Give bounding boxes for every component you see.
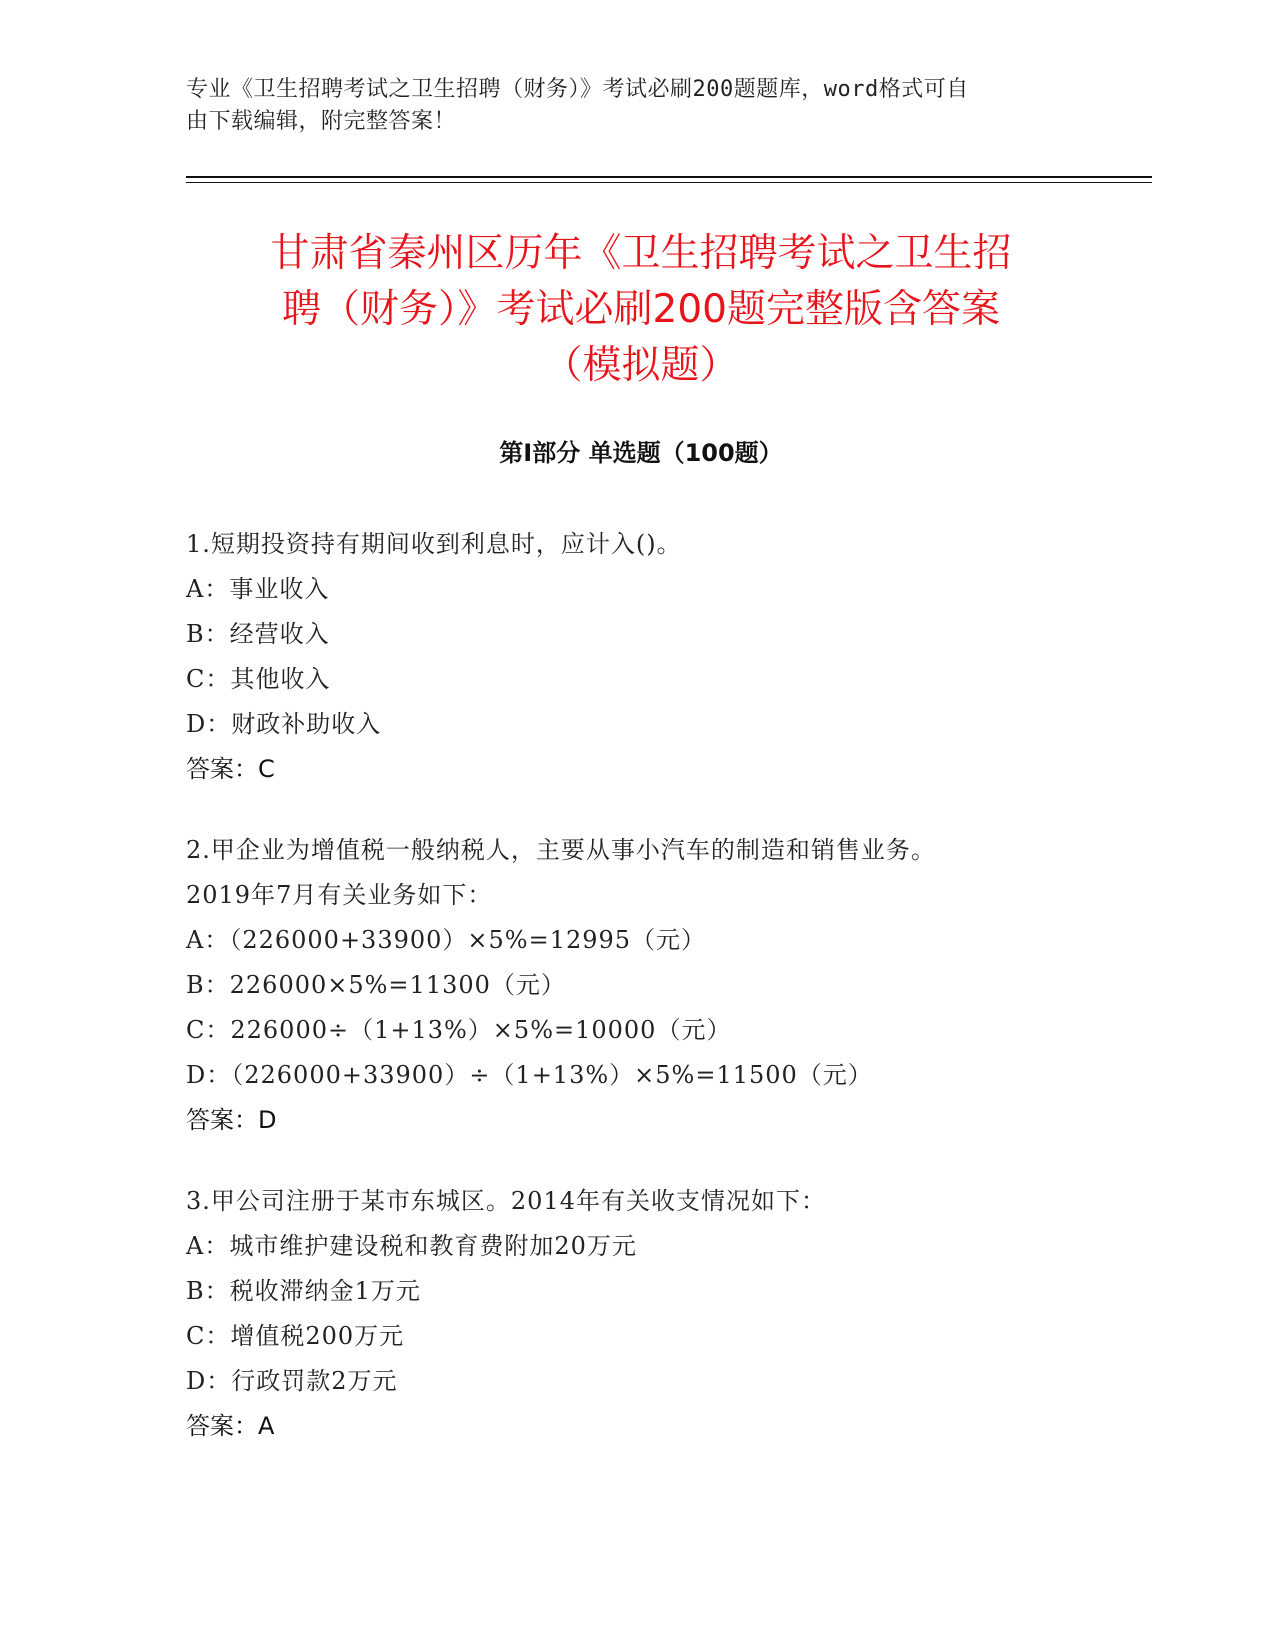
section-heading: 第Ⅰ部分 单选题（100题）	[499, 439, 783, 467]
question-stem: 3.甲公司注册于某市东城区。2014年有关收支情况如下：	[186, 1187, 826, 1215]
answer-line: 答案：A	[186, 1412, 275, 1440]
title-line: 聘（财务）》考试必刷200题完整版含答案	[282, 287, 1000, 332]
document-title	[186, 226, 1096, 394]
answer-line: 答案：D	[186, 1106, 277, 1134]
question-stem: 2.甲企业为增值税一般纳税人，主要从事小汽车的制造和销售业务。	[186, 836, 936, 864]
option-c: C：增值税200万元	[186, 1322, 405, 1350]
option-c: C：其他收入	[186, 665, 331, 693]
question-list	[186, 522, 1126, 1485]
option-a: A：城市维护建设税和教育费附加20万元	[186, 1232, 637, 1260]
option-b: B：税收滞纳金1万元	[186, 1277, 421, 1305]
question-item	[186, 828, 1126, 1143]
title-line: （模拟题）	[543, 343, 739, 388]
option-a: A：事业收入	[186, 575, 330, 603]
option-c: C：226000÷（1+13%）×5%=10000（元）	[186, 1016, 732, 1044]
option-a: A：（226000+33900）×5%=12995（元）	[186, 926, 707, 954]
option-d: D：财政补助收入	[186, 710, 382, 738]
option-d: D：（226000+33900）÷（1+13%）×5%=11500（元）	[186, 1061, 873, 1089]
question-stem-continued: 2019年7月有关业务如下：	[186, 881, 493, 909]
header-note-line: 专业《卫生招聘考试之卫生招聘（财务）》考试必刷200题题库，word格式可自	[186, 77, 969, 102]
answer-line: 答案：C	[186, 755, 275, 783]
option-d: D：行政罚款2万元	[186, 1367, 398, 1395]
option-b: B：经营收入	[186, 620, 330, 648]
title-line: 甘肃省秦州区历年《卫生招聘考试之卫生招	[270, 231, 1012, 276]
header-divider-thick	[186, 176, 1152, 178]
question-stem: 1.短期投资持有期间收到利息时，应计入()。	[186, 530, 682, 558]
question-item	[186, 522, 1126, 792]
question-item	[186, 1179, 1126, 1449]
header-note-line: 由下载编辑，附完整答案！	[186, 109, 457, 134]
header-note	[186, 74, 1066, 138]
option-b: B：226000×5%=11300（元）	[186, 971, 566, 999]
header-divider-thin	[186, 182, 1152, 183]
